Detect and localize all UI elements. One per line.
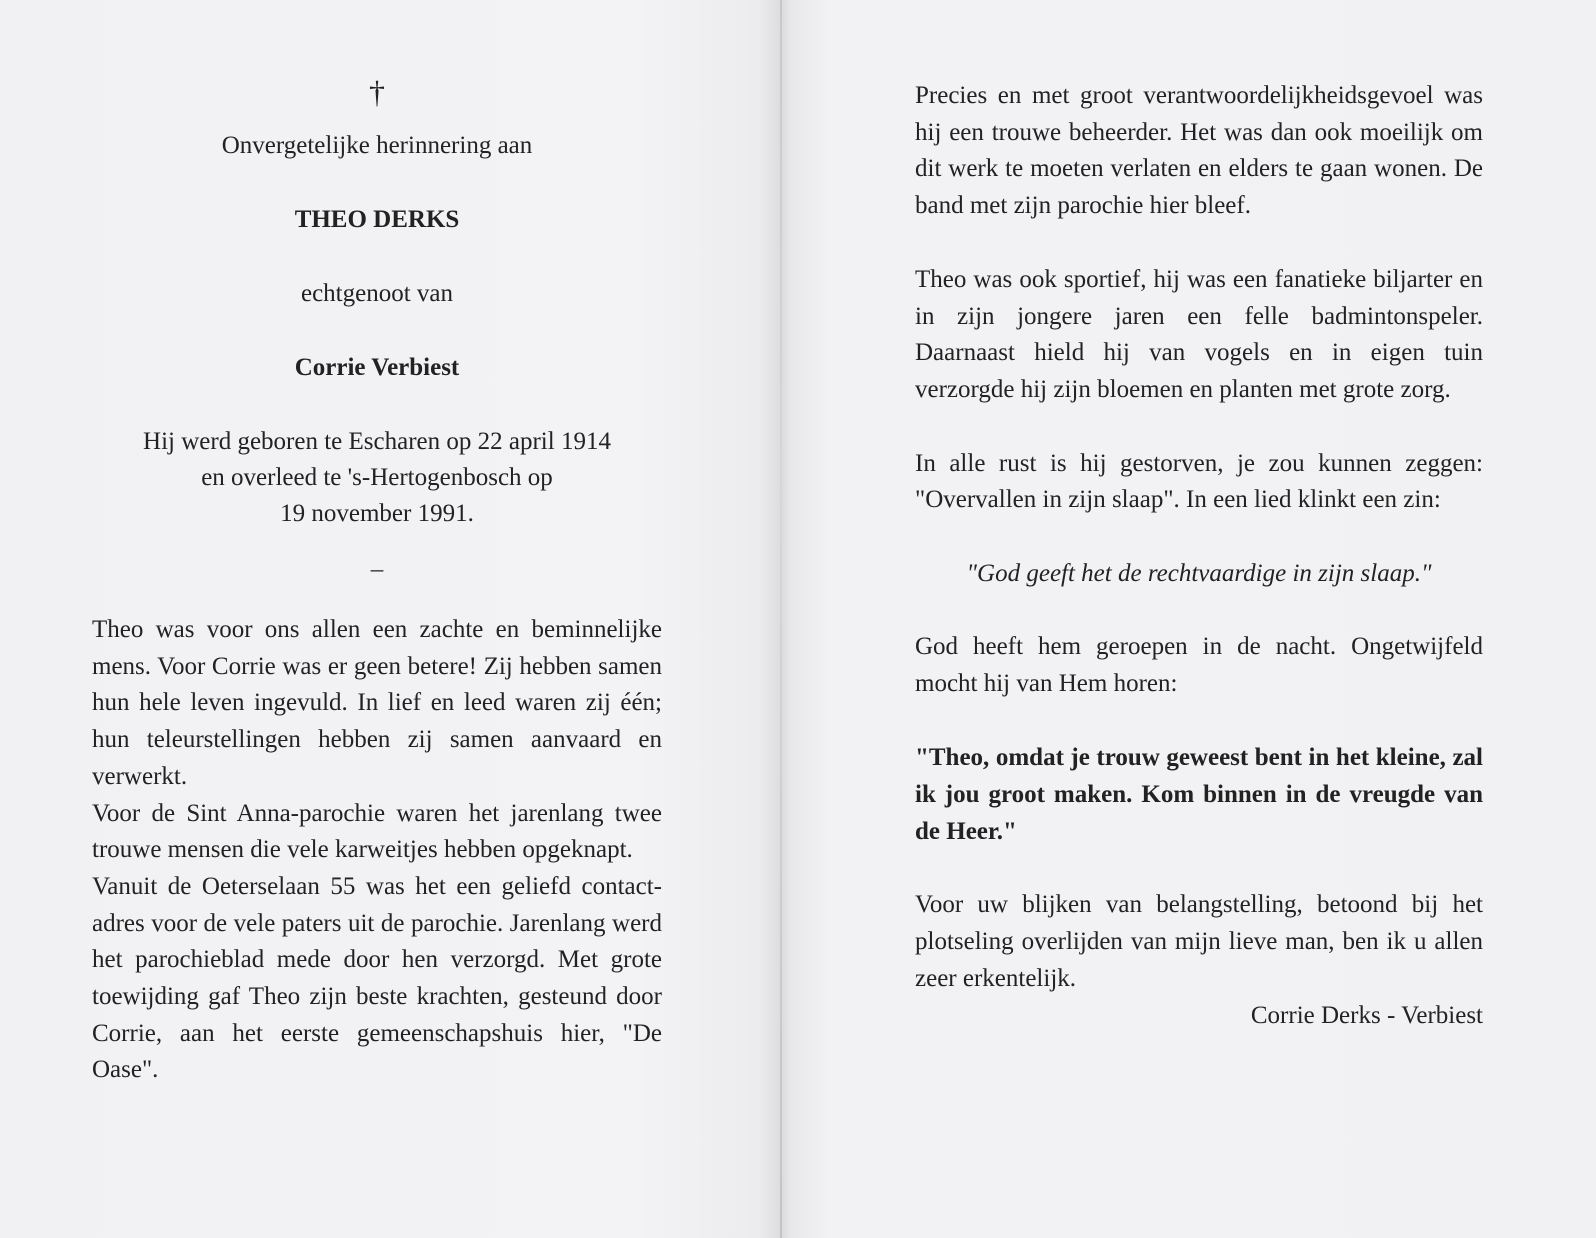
birth-death-info — [92, 424, 662, 532]
right-page — [915, 78, 1483, 1034]
paragraph-rest: In alle rust is hij gestorven, je zou kunnen zeggen: "Overvallen in zijn slaap". In een lied klinkt een zin: — [915, 449, 1483, 514]
song-quote: "God geeft het de rechtvaardige in zijn slaap." — [966, 560, 1432, 588]
birth-line: Hij werd geboren te Escharen op 22 april 1914 — [143, 428, 611, 455]
paragraph-address: Vanuit de Oeterselaan 55 was het een geliefd contact-adres voor de vele paters uit de parochie. Jarenlang werd het parochieblad mede door hen verzorgd. Met grote toewijding gaf Theo zijn beste krachten, gesteund door Corrie, aan het eerste gemeenschapshuis hier, "De Oase". — [92, 872, 662, 1084]
death-date-line: 19 november 1991. — [280, 500, 474, 527]
death-place-line: en overleed te 's-Hertogenbosch op — [201, 464, 553, 491]
card-fold — [780, 0, 782, 1238]
bible-quote: "Theo, omdat je trouw geweest bent in het kleine, zal ik jou groot maken. Kom binnen in de vreugde van de Heer." — [915, 744, 1483, 846]
paragraph-manager: Precies en met groot verantwoordelijkheidsgevoel was hij een trouwe beheerder. Het was dan ook moeilijk om dit werk te moeten verlaten en elders te gaan wonen. De band met zijn parochie hier bleef. — [915, 82, 1483, 220]
separator-dash: – — [370, 556, 384, 583]
deceased-name: THEO DERKS — [294, 206, 460, 233]
paragraph-character: Theo was voor ons allen een zachte en beminnelijke mens. Voor Corrie was er geen betere! Zij hebben samen hun hele leven ingevuld. In lief en leed waren zij één; hun teleurstellingen hebben zij samen aanvaard en verwerkt. — [92, 616, 662, 790]
thanks-text: Voor uw blijken van belangstelling, betoond bij het plotseling overlijden van mijn lieve man, ben ik u allen zeer erkentelijk. — [915, 891, 1483, 992]
paragraph-call: God heeft hem geroepen in de nacht. Ongetwijfeld mocht hij van Hem horen: — [915, 633, 1483, 697]
spouse-label: echtgenoot van — [300, 280, 454, 307]
intro-text: Onvergetelijke herinnering aan — [221, 132, 533, 159]
signature: Corrie Derks - Verbiest — [1250, 1001, 1483, 1029]
cross-symbol: † — [369, 74, 385, 110]
spouse-name: Corrie Verbiest — [294, 354, 460, 381]
paragraph-parish: Voor de Sint Anna-parochie waren het jarenlang twee trouwe mensen die vele karweitjes hebben opgeknapt. — [92, 799, 662, 864]
left-page — [92, 72, 662, 1089]
paragraph-sport: Theo was ook sportief, hij was een fanatieke biljarter en in zijn jongere jaren een felle badmintonspeler. Daarnaast hield hij van vogels en in eigen tuin verzorgde hij zijn bloemen en planten met grote zorg. — [915, 265, 1483, 403]
